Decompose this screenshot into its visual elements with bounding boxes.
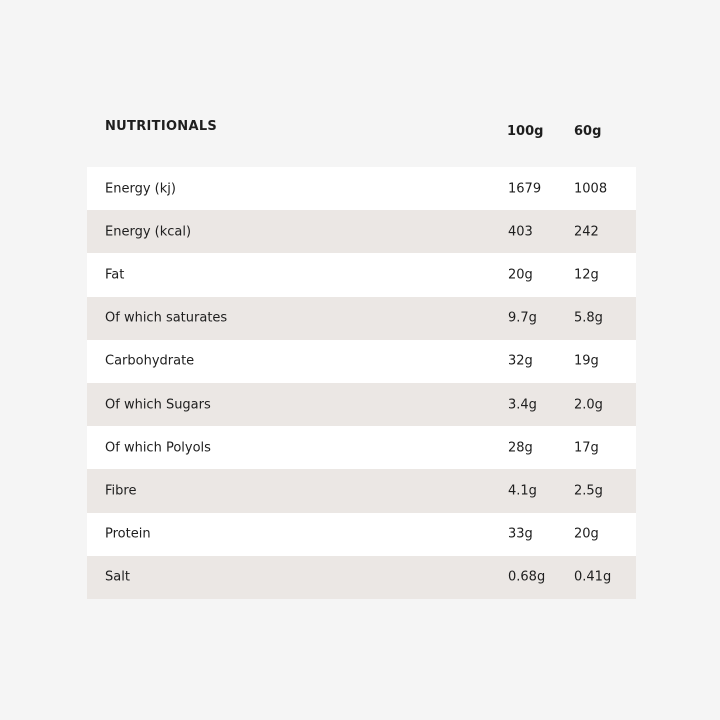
value-per-100g: 32g (508, 353, 533, 369)
nutrient-label: Of which saturates (105, 310, 228, 326)
value-per-60g: 20g (574, 526, 599, 542)
table-row (87, 340, 636, 383)
nutrient-label: Carbohydrate (105, 353, 195, 369)
value-per-60g: 242 (574, 224, 599, 240)
value-per-100g: 1679 (508, 181, 542, 197)
table-row (87, 210, 636, 253)
nutrient-label: Salt (105, 569, 130, 585)
nutrient-label: Fibre (105, 483, 137, 499)
value-per-60g: 12g (574, 267, 599, 283)
value-per-100g: 33g (508, 526, 533, 542)
table-title: NUTRITIONALS (105, 119, 218, 134)
table-row (87, 513, 636, 556)
column-header-100g: 100g (507, 124, 544, 139)
table-row (87, 469, 636, 512)
table-row (87, 383, 636, 426)
value-per-60g: 2.5g (574, 483, 603, 499)
value-per-60g: 2.0g (574, 397, 603, 413)
value-per-60g: 1008 (574, 181, 608, 197)
table-row (87, 297, 636, 340)
value-per-60g: 0.41g (574, 569, 612, 585)
column-header-60g: 60g (574, 124, 602, 139)
value-per-100g: 20g (508, 267, 533, 283)
table-row (87, 426, 636, 469)
nutrient-label: Of which Sugars (105, 397, 211, 413)
table-body (87, 167, 636, 599)
value-per-100g: 3.4g (508, 397, 537, 413)
value-per-100g: 9.7g (508, 310, 537, 326)
value-per-60g: 5.8g (574, 310, 603, 326)
nutrient-label: Fat (105, 267, 125, 283)
nutrient-label: Energy (kcal) (105, 224, 192, 240)
value-per-100g: 4.1g (508, 483, 537, 499)
nutrition-table (87, 106, 636, 599)
nutrient-label: Of which Polyols (105, 440, 211, 456)
nutrient-label: Protein (105, 526, 151, 542)
nutrient-label: Energy (kj) (105, 181, 176, 197)
value-per-100g: 0.68g (508, 569, 546, 585)
table-row (87, 556, 636, 599)
table-row (87, 253, 636, 296)
value-per-60g: 19g (574, 353, 599, 369)
value-per-100g: 28g (508, 440, 533, 456)
value-per-60g: 17g (574, 440, 599, 456)
value-per-100g: 403 (508, 224, 533, 240)
table-row (87, 167, 636, 210)
table-header (87, 106, 636, 167)
